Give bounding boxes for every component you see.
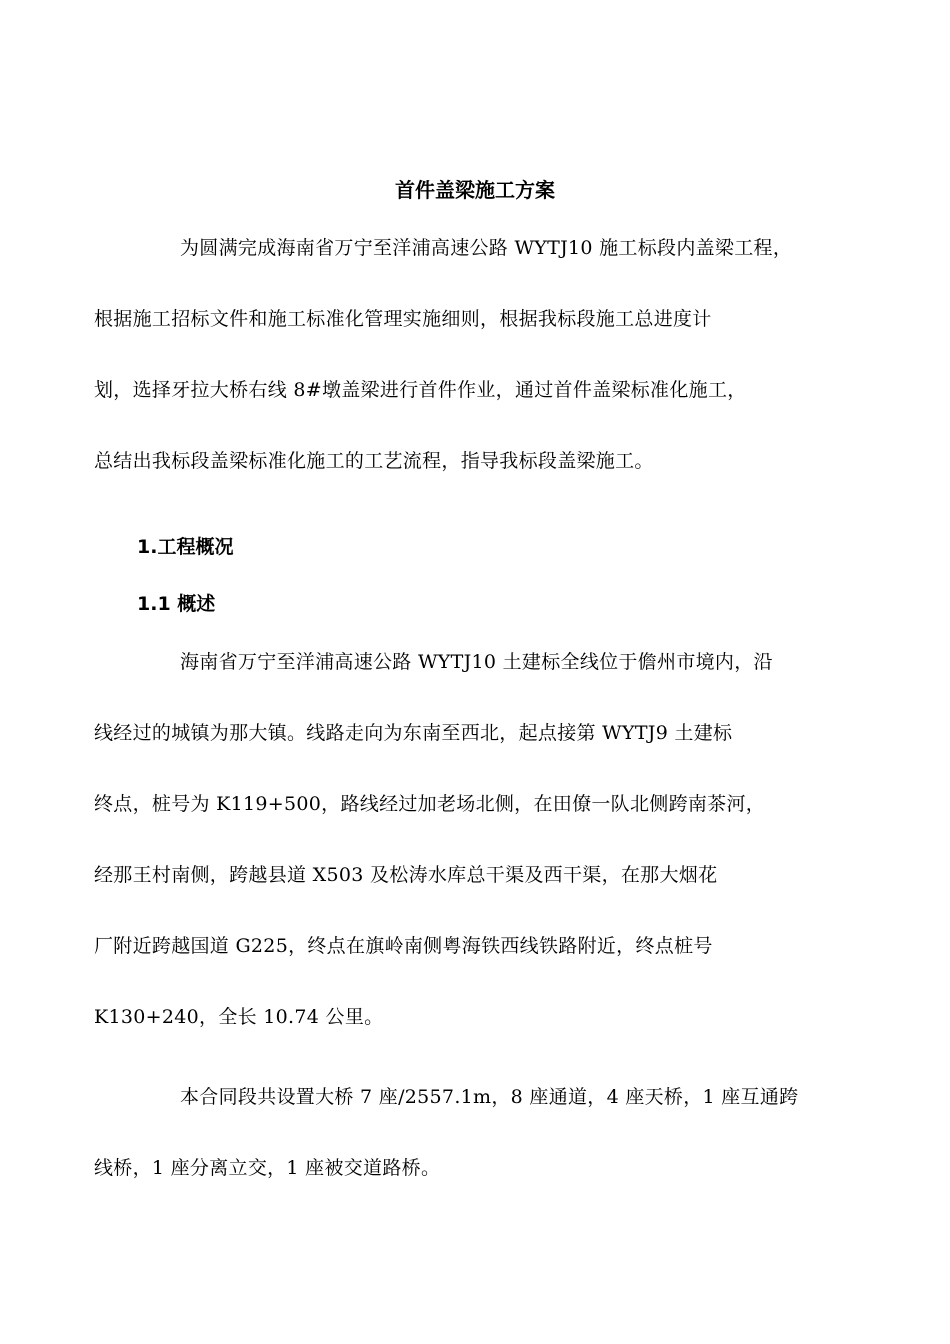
intro-line: 为圆满完成海南省万宁至洋浦高速公路 WYTJ10 施工标段内盖梁工程， [180, 237, 793, 259]
section-heading-1-1: 1.1 概述 [137, 593, 216, 615]
bridges-line: 线桥，1 座分离立交，1 座被交道路桥。 [94, 1157, 441, 1179]
intro-line: 总结出我标段盖梁标准化施工的工艺流程，指导我标段盖梁施工。 [94, 450, 654, 472]
overview-line: 线经过的城镇为那大镇。线路走向为东南至西北，起点接第 WYTJ9 土建标 [94, 722, 733, 744]
intro-paragraph [94, 213, 877, 497]
overview-paragraph [94, 627, 877, 1053]
overview-line: 海南省万宁至洋浦高速公路 WYTJ10 土建标全线位于儋州市境内，沿 [180, 651, 773, 673]
bridges-paragraph [94, 1062, 877, 1204]
document-title: 首件盖梁施工方案 [395, 178, 555, 202]
bridges-line: 本合同段共设置大桥 7 座/2557.1m，8 座通道，4 座天桥，1 座互通跨 [180, 1086, 799, 1108]
overview-line: K130+240，全长 10.74 公里。 [94, 1006, 384, 1028]
overview-line: 终点，桩号为 K119+500，路线经过加老场北侧，在田僚一队北侧跨南茶河， [94, 793, 766, 815]
section-heading-1: 1.工程概况 [137, 536, 234, 558]
overview-line: 厂附近跨越国道 G225，终点在旗岭南侧粤海铁西线铁路附近，终点桩号 [94, 935, 713, 957]
overview-line: 经那王村南侧，跨越县道 X503 及松涛水库总干渠及西干渠，在那大烟花 [94, 864, 718, 886]
intro-line: 根据施工招标文件和施工标准化管理实施细则，根据我标段施工总进度计 [94, 308, 712, 330]
intro-line: 划，选择牙拉大桥右线 8#墩盖梁进行首件作业，通过首件盖梁标准化施工， [94, 379, 747, 401]
